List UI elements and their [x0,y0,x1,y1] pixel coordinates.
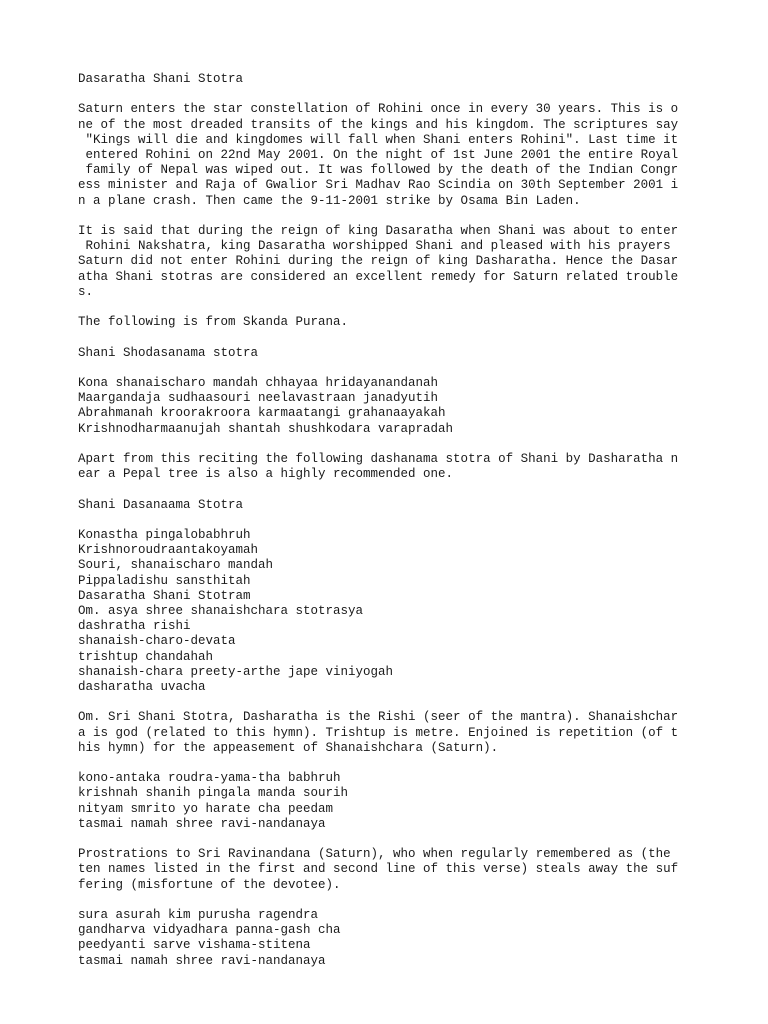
text-line: It is said that during the reign of king Dasaratha when Shani was about to enter [78,224,679,238]
text-line: Dasaratha Shani Stotram [78,588,251,603]
paragraph-source [78,315,698,330]
text-line: Saturn did not enter Rohini during the reign of king Dasharatha. Hence the Dasar [78,254,679,269]
text-line: ten names listed in the first and second line of this verse) steals away the suf [78,862,679,877]
text-line: peedyanti sarve vishama-stitena [78,938,311,953]
text-line: Om. Sri Shani Stotra, Dasharatha is the Rishi (seer of the mantra). Shanaishchar [78,710,679,725]
text-line: fering (misfortune of the devotee). [78,877,341,892]
text-line: krishnah shanih pingala manda sourih [78,786,349,801]
text-line: Pippaladishu sansthitah [78,573,251,588]
text-line: Apart from this reciting the following dashanama stotra of Shani by Dasharatha n [78,451,679,466]
text-line: Om. asya shree shanaishchara stotrasya [78,603,364,618]
text-line: Abrahmanah kroorakroora karmaatangi grahanaayakah [78,406,446,421]
text-line: sura asurah kim purusha ragendra [78,907,319,922]
paragraph-shodasanama-heading [78,346,698,361]
text-line: Dasaratha Shani Stotra [78,72,244,86]
text-line: Krishnoroudraantakoyamah [78,543,259,558]
text-line: Shani Dasanaama Stotra [78,497,244,512]
text-line: Saturn enters the star constellation of Rohini once in every 30 years. This is o [78,102,679,117]
text-line: Kona shanaischaro mandah chhayaa hridayanandanah [78,375,439,390]
paragraph-intro [78,102,698,208]
paragraph-prostrations [78,847,698,893]
text-line: ear a Pepal tree is also a highly recommended one. [78,467,454,482]
text-line: his hymn) for the appeasement of Shanaishchara (Saturn). [78,740,499,755]
text-line: family of Nepal was wiped out. It was followed by the death of the Indian Congr [78,163,679,178]
text-line: atha Shani stotras are considered an excellent remedy for Saturn related trouble [78,269,679,284]
text-line: The following is from Skanda Purana. [78,315,349,330]
text-line: kono-antaka roudra-yama-tha babhruh [78,771,341,786]
text-line: Konastha pingalobabhruh [78,527,251,542]
text-line: shanaish-charo-devata [78,634,236,649]
text-line: Maargandaja sudhaasouri neelavastraan janadyutih [78,391,439,406]
text-line: Souri, shanaischaro mandah [78,558,274,573]
paragraph-verse-2 [78,908,698,969]
text-line: tasmai namah shree ravi-nandanaya [78,953,326,968]
text-line: Prostrations to Sri Ravinandana (Saturn), who when regularly remembered as (the [78,847,671,862]
text-line: Shani Shodasanama stotra [78,345,259,360]
document-page [78,72,698,984]
text-line: s. [78,284,94,299]
text-line: n a plane crash. Then came the 9-11-2001 strike by Osama Bin Laden. [78,193,581,208]
text-line: trishtup chandahah [78,649,214,664]
text-line: gandharva vidyadhara panna-gash cha [78,923,341,938]
paragraph-apart [78,452,698,482]
paragraph-reign [78,224,698,300]
paragraph-shodasanama-verse [78,376,698,437]
text-line: ess minister and Raja of Gwalior Sri Madhav Rao Scindia on 30th September 2001 i [78,178,679,193]
paragraph-title [78,72,698,87]
text-line: Rohini Nakshatra, king Dasaratha worshipped Shani and pleased with his prayers [78,239,671,254]
paragraph-verse-1 [78,771,698,832]
text-line: entered Rohini on 22nd May 2001. On the night of 1st June 2001 the entire Royal [78,148,679,162]
text-line: "Kings will die and kingdomes will fall when Shani enters Rohini". Last time it [78,132,679,147]
text-line: tasmai namah shree ravi-nandanaya [78,816,326,831]
text-line: Krishnodharmaanujah shantah shushkodara varapradah [78,421,454,436]
text-line: dashratha rishi [78,619,191,634]
paragraph-dasanaama-heading [78,498,698,513]
paragraph-om-sri [78,710,698,756]
text-line: shanaish-chara preety-arthe jape viniyogah [78,664,394,679]
paragraph-dasanaama-verse [78,528,698,695]
text-line: dasharatha uvacha [78,680,206,694]
text-line: nityam smrito yo harate cha peedam [78,801,334,816]
text-line: ne of the most dreaded transits of the kings and his kingdom. The scriptures say [78,117,679,132]
text-line: a is god (related to this hymn). Trishtup is metre. Enjoined is repetition (of t [78,725,679,740]
